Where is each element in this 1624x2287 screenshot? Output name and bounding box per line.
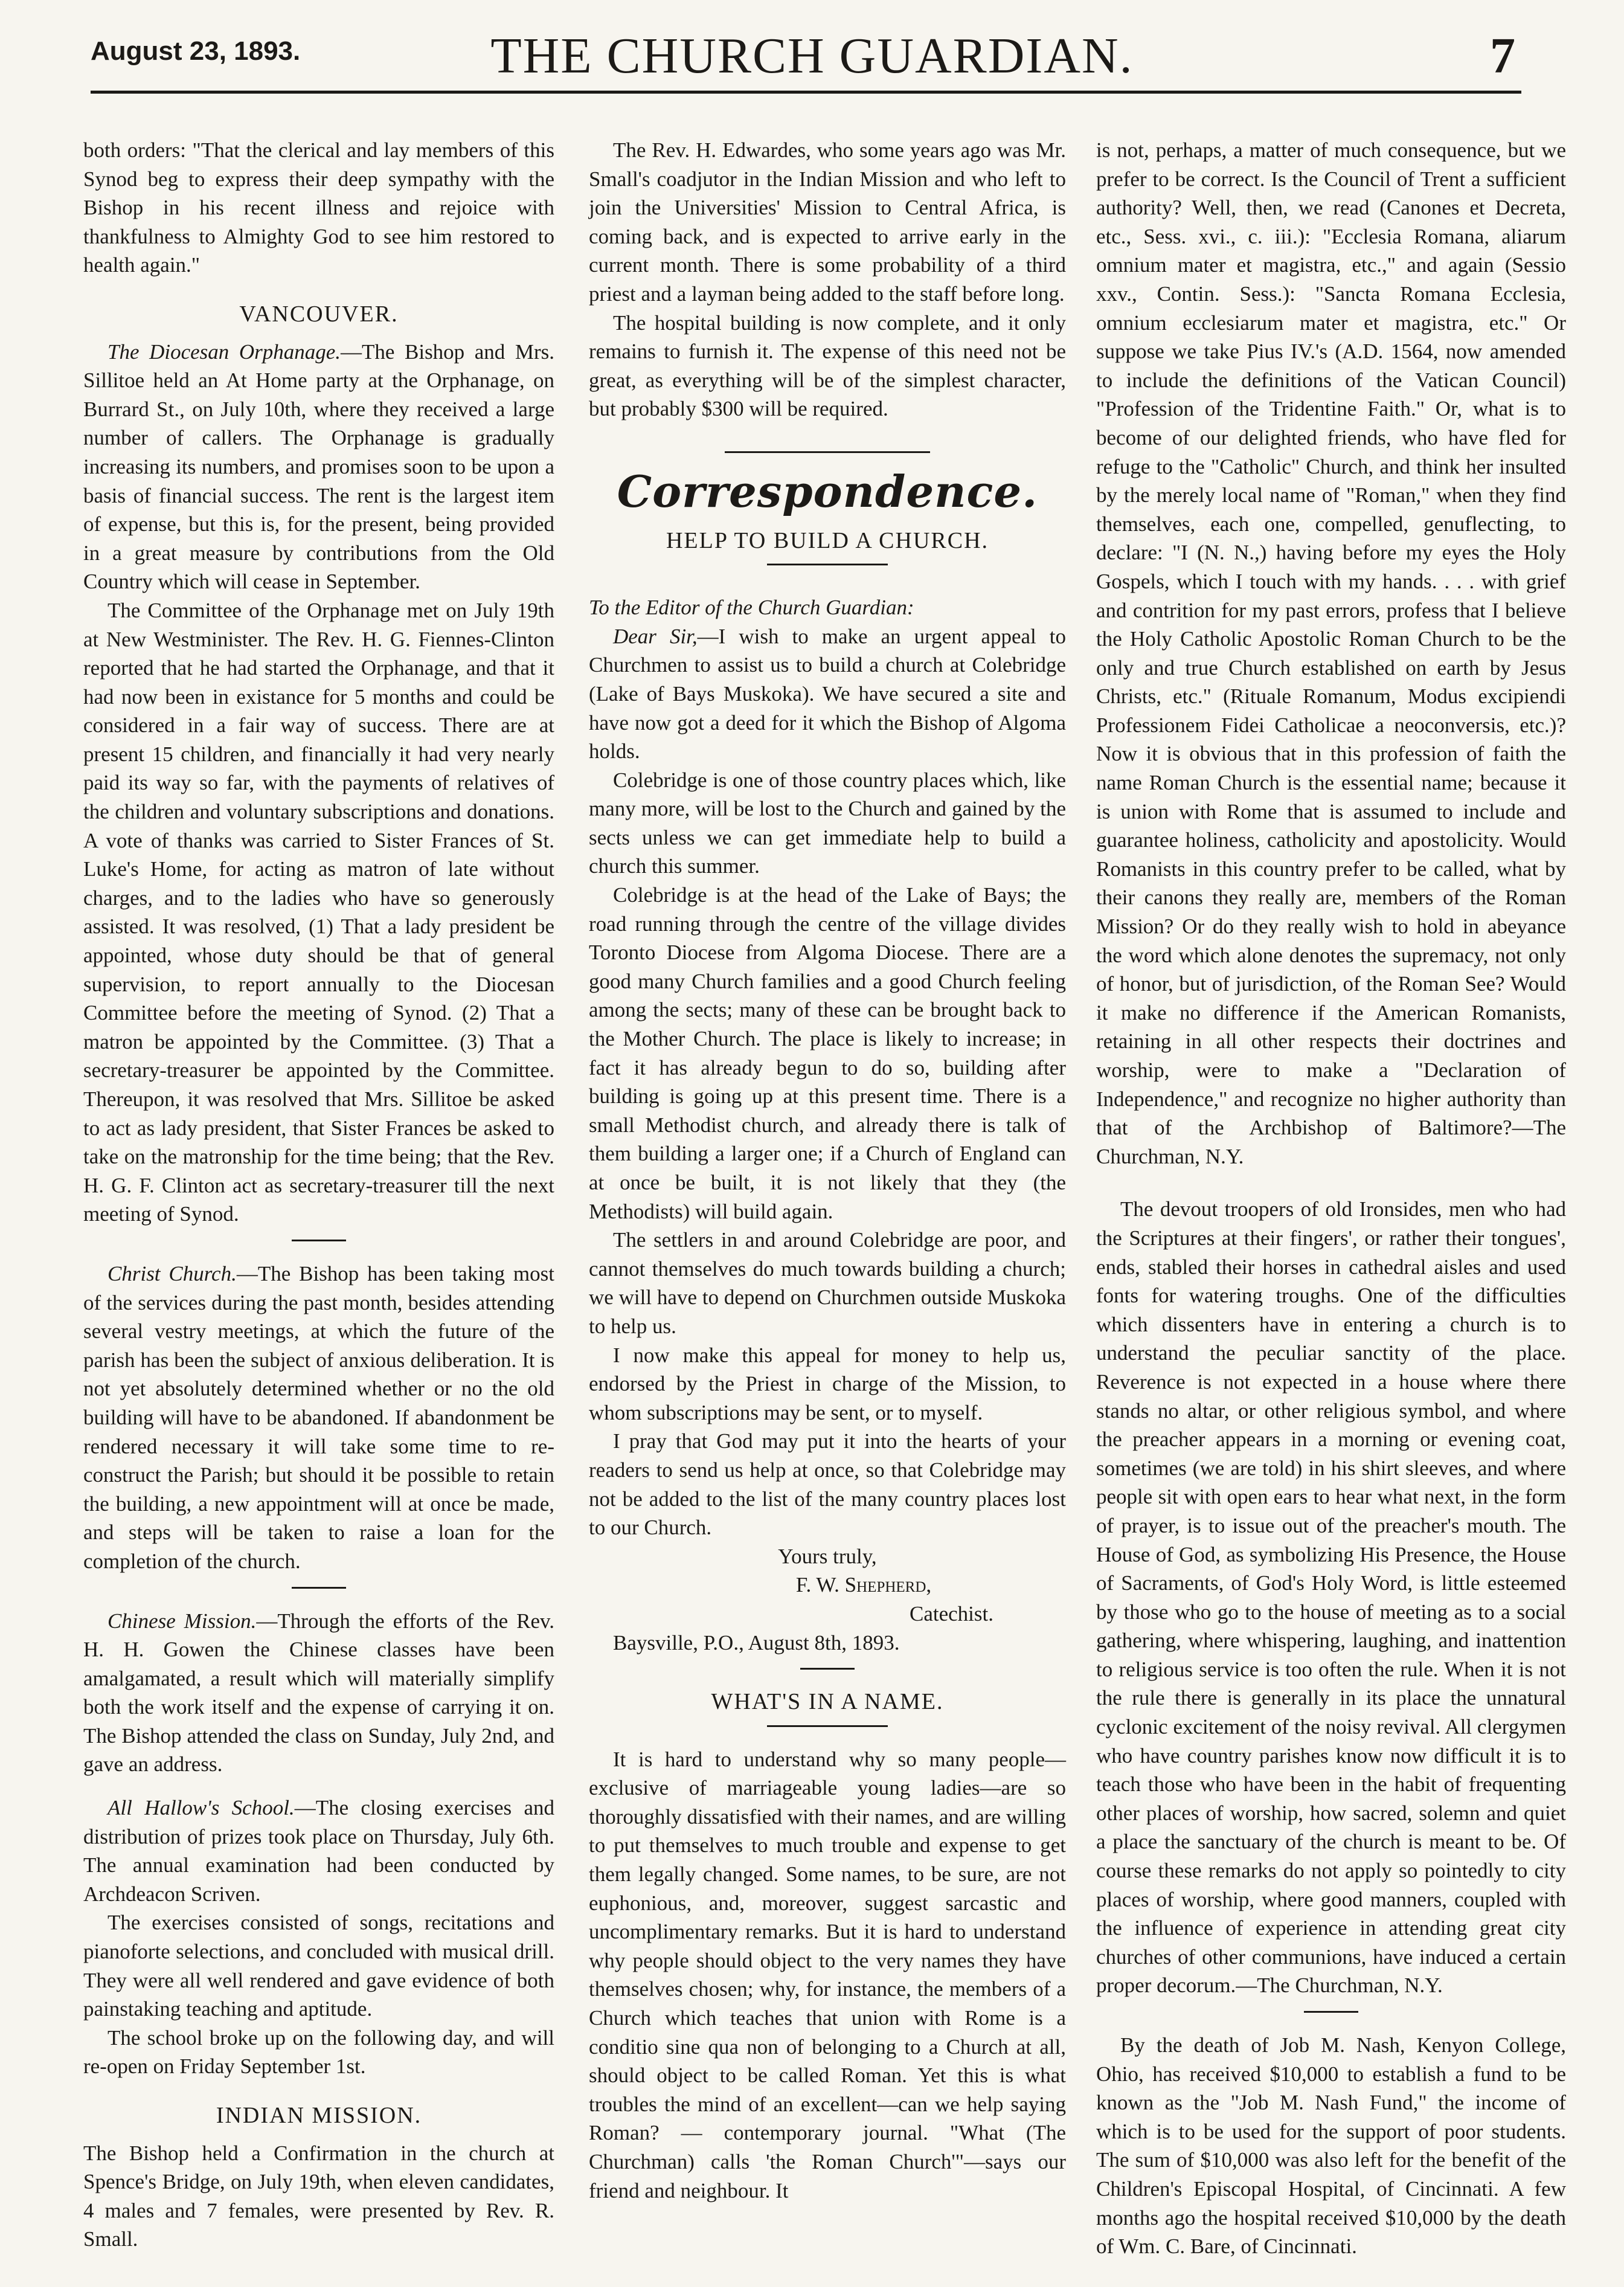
divider [292,1240,346,1241]
paragraph-lead: Chinese Mission. [108,1609,257,1633]
section-heading-indian-mission: INDIAN MISSION. [216,2103,422,2128]
article-paragraph: The Bishop held a Confirmation in the church at Spence's Bridge, on July 19th, when eleven candidates, 4 males and 7 females, were presented by Rev. R. Small. [83,2141,554,2251]
article-paragraph: Dear Sir,—I wish to make an urgent appeal to Churchmen to assist us to build a church at Colebridge (Lake of Bays Muskoka). We have secured a site and have now got a deed for it which the Bishop of Algoma holds. [589,624,1066,764]
newspaper-title: THE CHURCH GUARDIAN. [490,28,1134,84]
paragraph-lead: All Hallow's School. [108,1796,295,1820]
article-paragraph: Christ Church.—The Bishop has been taking most of the services during the past month, besides attending several vestry meetings, at which the future of the parish has been the subject of anxious deliberation. It is not yet absolutely determined whether or no the old building will have to be abandoned. If abandonment be rendered necessary it will take some time to re-construct the Parish; but should it be possible to retain the building, a new appointment will at once be made, and steps will be taken to raise a loan for the completion of the church. [83,1261,554,1573]
divider [767,564,888,565]
issue-date: August 23, 1893. [91,36,301,66]
article-paragraph: Chinese Mission.—Through the efforts of the Rev. H. H. Gowen the Chinese classes have been amalgamated, a result which will materially simplify both the work itself and the expense of carrying it on. The Bishop attended the class on Sunday, July 2nd, and gave an address. [83,1609,555,1777]
divider [767,1725,888,1727]
section-heading-whats-in-a-name: WHAT'S IN A NAME. [711,1689,944,1715]
column-2 [589,136,1066,2205]
letter-dateline: Baysville, P.O., August 8th, 1893. [613,1630,900,1655]
article-paragraph: By the death of Job M. Nash, Kenyon College, Ohio, has received $10,000 to establish a fund to be known as the "Job M. Nash Fund," the income of which is to be used for the support of poor students. The sum of $10,000 was also left for the benefit of the Children's Episcopal Hospital, of Cincinnati. A few months ago the hospital received $10,000 by the death of Wm. C. Bare, of Cincinnati. [1096,2033,1566,2259]
letter-title: Catechist. [910,1601,993,1626]
section-heading-vancouver: VANCOUVER. [239,301,399,327]
divider [292,1587,346,1589]
article-paragraph: The exercises consisted of songs, recitations and pianoforte selections, and concluded with musical drill. They were all well rendered and gave evidence of both painstaking teaching and aptitude. [83,1911,554,2021]
article-paragraph: The settlers in and around Colebridge are poor, and cannot themselves do much towards building a church; we will have to depend on Churchmen outside Muskoka to help us. [589,1228,1066,1338]
paragraph-lead: Dear Sir, [613,624,698,648]
article-paragraph: The Committee of the Orphanage met on July 19th at New Westminister. The Rev. H. G. Fiennes-Clinton reported that he had started the Orphanage, and that it had now been in existance for 5 months and could be considered in a fair way of success. There are at present 15 children, and financially it had very nearly paid its way so far, with the payments of relatives of the children and voluntary subscriptions and donations. A vote of thanks was carried to Sister Frances of St. Luke's Home, for acting as matron of late without charges, and to the ladies who have so generously assisted. It was resolved, (1) That a lady president be appointed, whose duty should be that of general supervision, to report annually to the Diocesan Committee before the meeting of Synod. (2) That a matron be appointed by the Committee. (3) That a secretary-treasurer be appointed by the Committee. Thereupon, it was resolved that Mrs. Sillitoe be asked to act as lady president, that Sister Frances be asked to take on the matronship for the time being; that the Rev. H. G. F. Clinton act as secretary-treasurer till the next meeting of Synod. [83,598,554,1226]
article-paragraph: It is hard to understand why so many people—exclusive of marriageable young ladies—are so thoroughly dissatisfied with their names, and are willing to put themselves to much trouble and expense to get them legally changed. Some names, to be sure, are not euphonious, and, moreover, suggest sarcastic and uncomplimentary remarks. But it is hard to understand why people should object to the very names they have themselves chosen; why, for instance, the members of a Church which teaches that union with Rome is a conditio sine qua non of belonging to a Church at all, should object to be called Roman. Yet this is what troubles the mind of an excellent—can we help saying Roman? — contemporary journal. "What (The Churchman) calls 'the Roman Church'"—says our friend and neighbour. It [589,1747,1066,2202]
divider [725,451,930,453]
article-paragraph: Colebridge is at the head of the Lake of Bays; the road running through the centre of the village divides Toronto Diocese from Algoma Diocese. There are a good many Church families and a good Church feeling among the sects; many of these can be brought back to the Mother Church. The place is likely to increase; in fact it has already begun to do so, building after building is going up at this present time. There is a small Methodist church, and already there is talk of them building a larger one; if a Church of England can at once be built, it is not likely that they (the Methodists) will build again. [589,883,1066,1223]
article-paragraph: The hospital building is now complete, and it only remains to furnish it. The expense of this need not be great, as everything will be of the simplest character, but probably $300 will be required. [589,310,1066,421]
paragraph-lead: Christ Church. [108,1261,237,1285]
masthead-rule [91,91,1521,94]
divider [800,1668,855,1670]
paragraph-lead: The Diocesan Orphanage. [108,339,341,364]
column-1 [83,136,554,2254]
article-paragraph: All Hallow's School.—The closing exercises and distribution of prizes took place on Thursday, July 6th. The annual examination had been conducted by Archdeacon Scriven. [83,1796,555,1906]
letter-salutation: To the Editor of the Church Guardian: [589,596,914,620]
article-paragraph: both orders: "That the clerical and lay members of this Synod beg to express their deep sympathy with the Bishop in his recent illness and rejoice with thankfulness to Almighty God to see him restored to health again." [83,138,554,277]
letter-closing: Yours truly, [778,1544,877,1568]
article-paragraph: is not, perhaps, a matter of much consequence, but we prefer to be correct. Is the Council of Trent a sufficient authority? Well, then, we read (Canones et Decreta, etc., Sess. xvi., c. iii.): "Ecclesia Romana, aliarum omnium mater et magistra, etc.," and again (Sessio xxv., Contin. Sess.): "Sancta Romana Ecclesia, omnium ecclesiarum mater et magistra, etc." Or suppose we take Pius IV.'s (A.D. 1564, now amended to include the definitions of the Vatican Council) "Profession of the Tridentine Faith." Or, what is to become of our delighted friends, who have fled for refuge to the "Catholic" Church, and think her insulted by the merely local name of "Roman," when they find themselves, each one, compelled, genuflecting, to declare: "I (N. N.,) having before my eyes the Holy Gospels, which I touch with my hands. . . . with grief and contrition for my past errors, profess that I believe the Holy Catholic Apostolic Roman Church to be the only and true Church established on earth by Jesus Christs, etc." (Rituale Romanum, Modus excipiendi Professionem Fidei Catholicae a neoconversis, etc.)? Now it is obvious that in this profession of faith the name Roman Church is the essential name; because it is union with Rome that is assumed to include and guarantee holiness, catholicity and apostolicity. Would Romanists in this country prefer to be called, what by their canons they really are, members of the Roman Mission? Or do they really wish to hold in abeyance the word which alone denotes the supremacy, not only of honor, but of jurisdiction, of the Roman See? Would it make no difference if the American Romanists, retaining in all other respects their doctrines and worship, were to make a "Declaration of Independence," and recognize no higher authority than that of the Archbishop of Baltimore?—The Churchman, N.Y. [1096,138,1566,1168]
masthead [0,0,1624,103]
article-paragraph: I pray that God may put it into the hearts of your readers to send us help at once, so that Colebridge may not be added to the list of the many country places lost to our Church. [589,1429,1066,1540]
article-paragraph: The school broke up on the following day, and will re-open on Friday September 1st. [83,2025,554,2079]
article-paragraph: The devout troopers of old Ironsides, men who had the Scriptures at their fingers', or rather their tongues', ends, stabled their horses in cathedral aisles and used fonts for watering troughs. One of the difficulties which dissenters have in entering a church is to understand the peculiar sanctity of the place. Reverence is not expected in a house where there stands no altar, or other religious symbol, and where the preacher appears in a morning or evening coat, sometimes (we are told) in his shirt sleeves, and where people sit with open ears to hear what next, in the form of prayer, is to issue out of the preacher's mouth. The House of God, as symbolizing His Presence, the House of Sacraments, of God's Holy Word, is little esteemed by those who go to the house of meeting as to a social gathering, where whispering, laughing, and inattention to religious service is too often the rule. When it is not the rule there is generally in its place the unnatural cyclonic excitement of the noisy revival. All clergymen who have country parishes know now difficult it is to teach those who have been in the habit of frequenting other places of worship, how sacred, solemn and quiet a place the sanctuary of the church is meant to be. Of course these remarks do not apply so pointedly to city places of worship, where good manners, coupled with the influence of experience in attending great city churches of other communions, have induced a certain proper decorum.—The Churchman, N.Y. [1096,1197,1566,1998]
article-paragraph: I now make this appeal for money to help us, endorsed by the Priest in charge of the Mission, to whom subscriptions may be sent, or to myself. [589,1343,1066,1424]
letter-signature: F. W. Shepherd, [795,1573,932,1597]
divider [1304,2011,1358,2013]
article-paragraph: The Diocesan Orphanage.—The Bishop and Mrs. Sillitoe held an At Home party at the Orphanage, on Burrard St., on July 10th, where they received a large number of callers. The Orphanage is gradually increasing its numbers, and promises soon to be upon a basis of financial success. The rent is the largest item of expense, but this is, for the present, being provided in a great measure by contributions from the Old Country which will cease in September. [83,339,554,594]
page-number: 7 [1490,28,1515,84]
correspondence-heading: Correspondence. [617,465,1038,517]
column-3 [1096,136,1566,2261]
article-paragraph: Colebridge is one of those country places which, like many more, will be lost to the Church and gained by the sects unless we can get immediate help to build a church this summer. [589,768,1066,878]
section-heading-help-to-build: HELP TO BUILD A CHURCH. [666,527,989,553]
article-paragraph: The Rev. H. Edwardes, who some years ago was Mr. Small's coadjutor in the Indian Mission and who left to join the Universities' Mission to Central Africa, is coming back, and is expected to arrive early in the current month. There is some probability of a third priest and a layman being added to the staff before long. [589,138,1066,306]
